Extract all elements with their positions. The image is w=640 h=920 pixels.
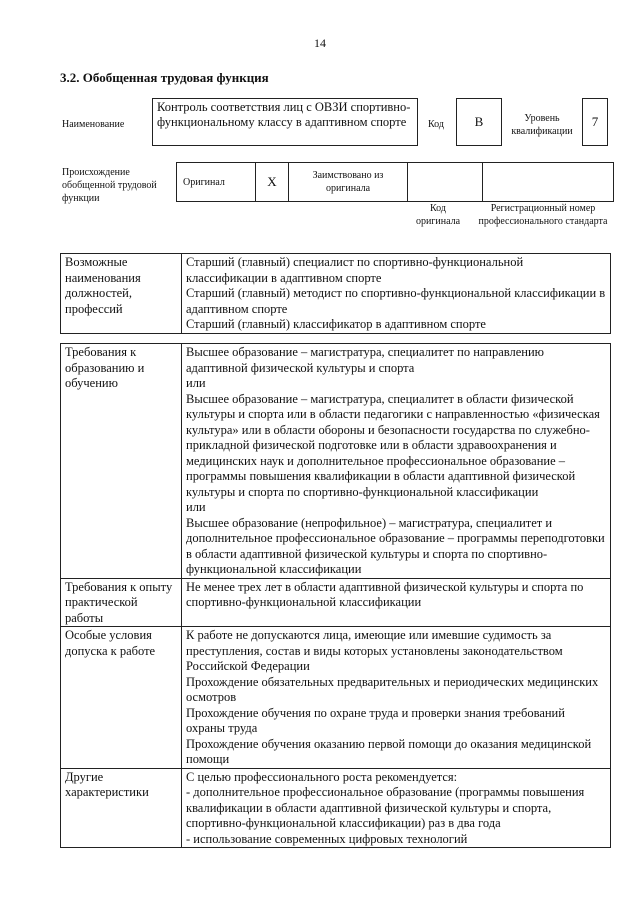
code-label: Код — [428, 119, 444, 130]
function-code-field: B — [456, 98, 502, 146]
code-original-cell — [408, 163, 483, 202]
table-row — [61, 344, 611, 579]
level-label: Уровень квалификации — [511, 113, 573, 137]
text-line: К работе не допускаются лица, имеющие или имевшие судимость за преступления, состав и виды которых установлены законодательством Российской Федерации — [186, 628, 563, 673]
page-number: 14 — [314, 36, 326, 50]
admission-value — [182, 627, 611, 769]
positions-table — [60, 253, 611, 334]
code-original-label: Код оригинала — [415, 203, 461, 227]
table-row — [61, 578, 611, 627]
name-label: Наименование — [62, 119, 125, 130]
text-line: - дополнительное профессиональное образование (программы повышения квалификации в области адаптивной физической культуры и спорта, спортивно-функциональной классификации) раз в два года — [186, 785, 585, 830]
section-title: 3.2. Обобщенная трудовая функция — [60, 70, 269, 85]
function-name-field: Контроль соответствия лиц с ОВЗИ спортивно-функциональному классу в адаптивном спорте — [152, 98, 418, 146]
text-line: Высшее образование – магистратура, специалитет по направлению адаптивной физической культуры и спорта — [186, 345, 545, 375]
qualification-level-field: 7 — [582, 98, 608, 146]
reg-number-cell — [483, 163, 614, 202]
borrowed-label: Заимствовано из оригинала — [289, 163, 408, 202]
text-line: С целью профессионального роста рекомендуется: — [186, 769, 458, 784]
education-label: Требования к образованию и обучению — [61, 344, 182, 579]
text-line: - использование современных цифровых технологий — [186, 831, 468, 846]
text-line: Прохождение обучения оказанию первой помощи до оказания медицинской помощи — [186, 736, 592, 766]
positions-list — [182, 254, 611, 334]
table-row — [61, 768, 611, 848]
requirements-table — [60, 343, 611, 848]
original-mark: X — [256, 163, 289, 202]
text-line: или — [186, 500, 206, 514]
text-line: или — [186, 376, 206, 390]
text-line: Прохождение обучения по охране труда и проверки знания требований охраны труда — [186, 705, 565, 735]
experience-label: Требования к опыту практической работы — [61, 578, 182, 627]
other-label: Другие характеристики — [61, 768, 182, 848]
text-line: Высшее образование (непрофильное) – магистратура, специалитет и дополнительное профессиональное образование – программы переподготовки в области адаптивной физической культуры и спорта по спортивно-функциональной классификации — [186, 515, 605, 576]
reg-number-label: Регистрационный номер профессионального стандарта — [478, 203, 608, 227]
text-line: Не менее трех лет в области адаптивной физической культуры и спорта по спортивно-функциональной классификации — [186, 579, 584, 609]
origin-table — [176, 162, 614, 202]
education-value — [182, 344, 611, 579]
position-item: Старший (главный) специалист по спортивно-функциональной классификации в адаптивном спорте — [186, 255, 524, 285]
other-value — [182, 768, 611, 848]
table-row — [61, 627, 611, 769]
original-label: Оригинал — [177, 163, 256, 202]
position-item: Старший (главный) методист по спортивно-функциональной классификации в адаптивном спорте — [186, 286, 606, 316]
text-line: Прохождение обязательных предварительных и периодических медицинских осмотров — [186, 674, 599, 704]
admission-label: Особые условия допуска к работе — [61, 627, 182, 769]
positions-label: Возможные наименования должностей, профессий — [61, 254, 182, 334]
experience-value — [182, 578, 611, 627]
text-line: Высшее образование – магистратура, специалитет в области физической культуры и спорта или в области педагогики с направленностью «физическая культура» или в области обороны и безопасности государства по служебно-прикладной физической подготовке или в области здравоохранения и медицинских наук и дополнительное профессиональное образование – программы повышения квалификации в области адаптивной физической культуры и спорта по спортивно-функциональной классификации — [186, 391, 600, 499]
position-item: Старший (главный) классификатор в адаптивном спорте — [186, 317, 486, 331]
origin-label: Происхождение обобщенной трудовой функции — [62, 167, 157, 204]
